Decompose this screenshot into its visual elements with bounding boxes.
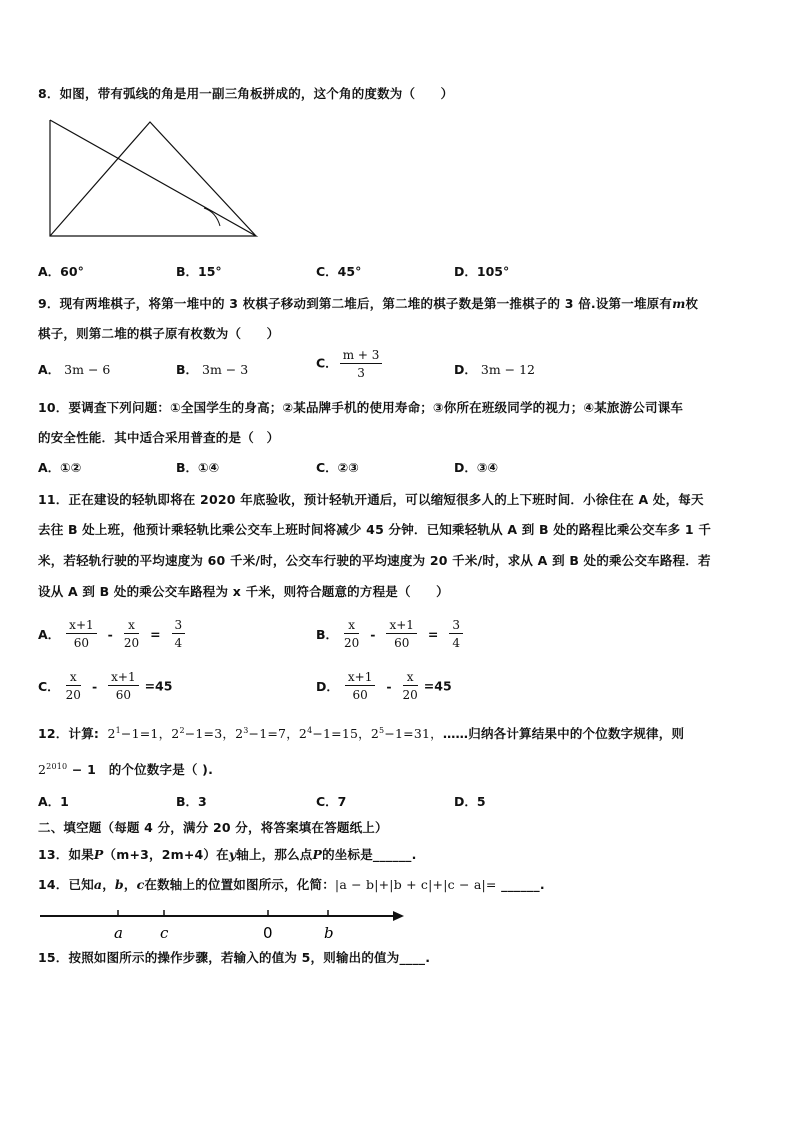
- q9-c-label: C．: [316, 355, 338, 371]
- q14-mid: 在数轴上的位置如图所示，化简：: [144, 877, 335, 892]
- q9-option-b: [176, 360, 248, 378]
- q9-option-a: [38, 360, 110, 378]
- q11-stem-line1: 11．正在建设的轻轨即将在 2020 年底验收，预计轻轨开通后，可以缩短很多人的上下班时间．小徐住在 A 处，每天: [38, 492, 704, 507]
- q9-d-value: 3m − 12: [480, 362, 536, 377]
- q11-d-frac1-num: x+1: [345, 670, 375, 686]
- q11-option-c: [38, 670, 172, 702]
- q8-option-a: A．60°: [38, 264, 84, 279]
- q9-stem-line2: 棋子，则第二堆的棋子原有枚数为（ ）: [38, 326, 280, 341]
- q11-option-b: [316, 618, 465, 650]
- q11-a-frac1-num: x+1: [66, 618, 96, 634]
- q9-option-c: [316, 348, 384, 380]
- q13-stem: [38, 845, 417, 863]
- q12-base: 2: [38, 762, 47, 777]
- q10-stem-line2: 的安全性能．其中适合采用普查的是（ ）: [38, 430, 280, 445]
- q11-a-result-den: 4: [174, 636, 183, 650]
- q9-c-denominator: 3: [357, 366, 365, 380]
- q12-option-d: D．5: [454, 794, 486, 809]
- q13-pre: 13．如果: [38, 847, 94, 862]
- q13-end: 的坐标是______.: [322, 847, 417, 862]
- q11-c-label: C．: [38, 679, 60, 694]
- q11-c-frac2-den: 60: [115, 688, 131, 702]
- q8-stem: 8．如图，带有弧线的角是用一副三角板拼成的，这个角的度数为（ ）: [38, 86, 454, 101]
- q11-c-frac1-den: 20: [65, 688, 81, 702]
- q11-a-frac2-num: x: [124, 618, 139, 634]
- q13-var-y: y: [228, 847, 237, 862]
- q11-b-frac1-num: x: [344, 618, 359, 634]
- q11-c-frac1-num: x: [66, 670, 81, 686]
- q11-b-result-den: 4: [452, 636, 461, 650]
- q11-a-frac2-den: 20: [123, 636, 140, 650]
- q14-number-line: [38, 900, 418, 950]
- q14-sep1: ，: [102, 877, 115, 892]
- q14-var-b: b: [114, 877, 124, 892]
- q15-stem: 15．按照如图所示的操作步骤，若输入的值为 5，则输出的值为____.: [38, 950, 431, 965]
- q9-b-label: B．: [176, 362, 199, 377]
- q13-var-p2: P: [312, 847, 323, 862]
- q13-mid2: 轴上，那么点: [236, 847, 313, 862]
- q11-d-minus: -: [386, 678, 392, 694]
- q11-b-frac2-den: 60: [394, 636, 410, 650]
- q11-a-frac1-den: 60: [73, 636, 90, 650]
- q8-option-b: B．15°: [176, 264, 222, 279]
- q12-tail: ……归纳各计算结果中的个位数字规律，则: [442, 726, 685, 741]
- q10-option-b: B．①④: [176, 460, 220, 475]
- q10-option-d: D．③④: [454, 460, 499, 475]
- q9-a-value: 3m − 6: [64, 362, 111, 377]
- q8-option-d: D．105°: [454, 264, 510, 279]
- q11-a-result-num: 3: [172, 618, 186, 634]
- q11-b-label: B．: [316, 627, 339, 642]
- q9-d-label: D．: [454, 362, 477, 377]
- q10-stem-line1: 10．要调查下列问题：①全国学生的身高；②某品牌手机的使用寿命；③你所在班级同学的视力；④某旅游公司课车: [38, 400, 684, 415]
- q11-d-frac1-den: 60: [352, 688, 368, 702]
- q9-text-end: 枚: [685, 296, 699, 311]
- q8-option-c: C．45°: [316, 264, 362, 279]
- q11-stem-line2: 去往 B 处上班，他预计乘轻轨比乘公交车上班时间将减少 45 分钟．已知乘轻轨从 A 到 B 处的路程比乘公交车多 1 千: [38, 522, 712, 537]
- q14-expression: |a − b|+|b + c|+|c − a|=: [334, 877, 497, 892]
- axis-label-b: b: [324, 924, 334, 942]
- q9-a-label: A．: [38, 362, 61, 377]
- q11-d-label: D．: [316, 679, 339, 694]
- q11-b-result-num: 3: [449, 618, 463, 634]
- q14-var-c: c: [136, 877, 145, 892]
- q9-text: 9．现有两堆棋子，将第一堆中的 3 枚棋子移动到第二堆后，第二堆的棋子数是第一推棋子的 3 倍.设第一堆原有: [38, 296, 673, 311]
- q11-option-d: [316, 670, 452, 702]
- axis-label-c: c: [160, 924, 169, 942]
- q14-stem: [38, 875, 545, 893]
- axis-label-zero: 0: [263, 924, 273, 942]
- q13-var-p: P: [93, 847, 104, 862]
- q11-d-frac2-num: x: [403, 670, 418, 686]
- axis-label-a: a: [114, 924, 123, 942]
- q11-a-minus: -: [107, 626, 113, 642]
- q11-c-result: =45: [144, 678, 173, 694]
- q9-stem-line1: [38, 294, 698, 312]
- q11-b-minus: -: [370, 626, 376, 642]
- q11-a-label: A．: [38, 627, 61, 642]
- q11-a-equals: =: [150, 626, 161, 642]
- q11-stem-line4: 设从 A 到 B 处的乘公交车路程为 x 千米，则符合题意的方程是（ ）: [38, 584, 449, 599]
- q11-b-frac1-den: 20: [344, 636, 360, 650]
- q12-option-b: B．3: [176, 794, 207, 809]
- q13-mid: （m+3，2m+4）在: [103, 847, 229, 862]
- q9-option-d: [454, 360, 535, 378]
- q12-question: − 1 的个位数字是（ ).: [67, 762, 214, 777]
- q12-powers: $2^1-1=1$，$2^2-1=3$，$2^3-1=7$，$2^4-1=15$，$2^5-1=31$，: [103, 725, 443, 741]
- q11-option-a: [38, 618, 187, 650]
- q11-b-equals: =: [427, 626, 439, 642]
- q14-sep2: ，: [123, 877, 137, 892]
- section-title-fill-blanks: 二、填空题（每题 4 分，满分 20 分，将答案填在答题纸上）: [38, 820, 388, 835]
- q12-stem-line1: [38, 724, 684, 742]
- q12-stem-line2: [38, 760, 213, 778]
- q11-b-frac2-num: x+1: [386, 618, 416, 634]
- q11-c-frac2-num: x+1: [108, 670, 138, 686]
- q14-var-a: a: [93, 877, 103, 892]
- q9-var-m: m: [672, 296, 686, 311]
- q14-pre: 14．已知: [38, 877, 94, 892]
- q11-stem-line3: 米，若轻轨行驶的平均速度为 60 千米/时，公交车行驶的平均速度为 20 千米/时，求从 A 到 B 处的乘公交车路程．若: [38, 553, 711, 568]
- q10-option-a: A．①②: [38, 460, 82, 475]
- q14-end: ______.: [496, 877, 545, 892]
- q12-prefix: 12．计算:: [38, 726, 100, 741]
- q11-c-minus: -: [91, 678, 98, 694]
- q12-option-c: C．7: [316, 794, 347, 809]
- q8-triangle-figure: [44, 116, 274, 246]
- q12-exponent: 2010: [46, 761, 68, 771]
- q9-c-numerator: m + 3: [340, 348, 383, 364]
- q11-d-frac2-den: 20: [402, 688, 418, 702]
- q10-option-c: C．②③: [316, 460, 359, 475]
- q11-d-result: =45: [423, 678, 452, 694]
- q9-b-value: 3m − 3: [202, 362, 249, 377]
- q12-option-a: A．1: [38, 794, 69, 809]
